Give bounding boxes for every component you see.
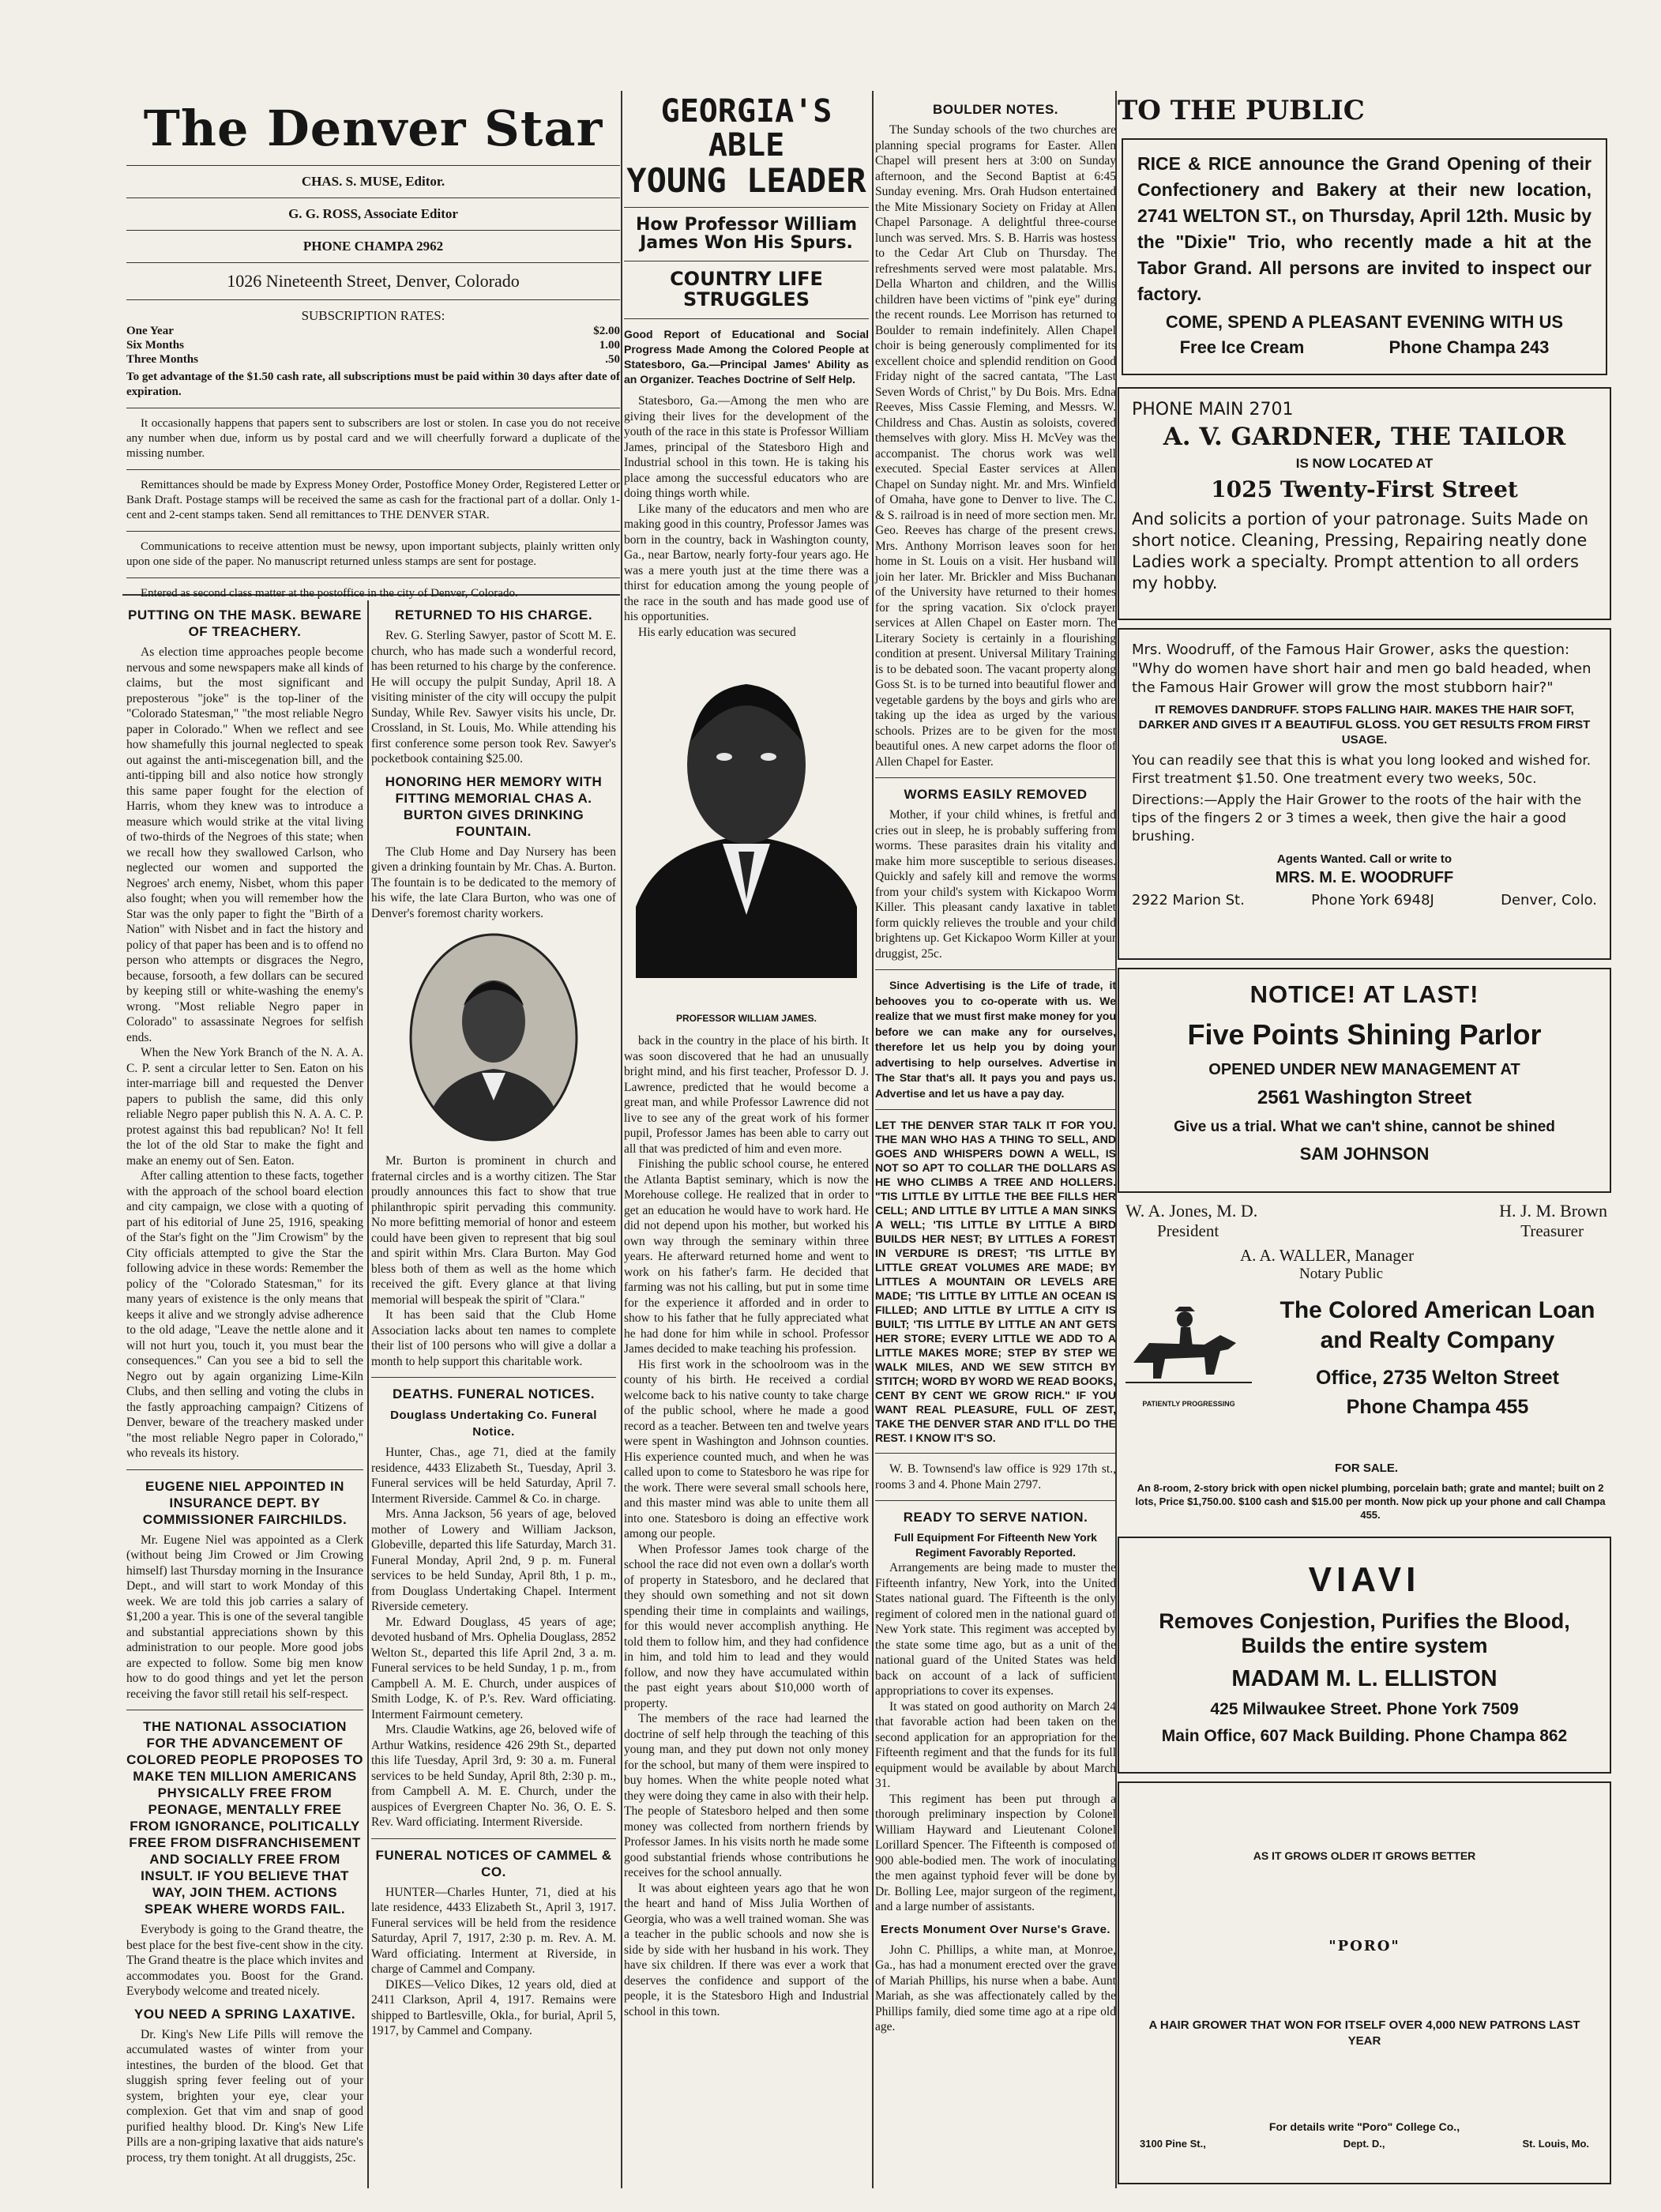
manager-name: A. A. WALLER, Manager bbox=[1240, 1246, 1415, 1265]
article-body: HUNTER—Charles Hunter, 71, died at his late residence, 4433 Elizabeth St., April 3, 1917. Funeral services will be held from the residence Saturday, April 7, 1917, 2:30 p. m. Rev. A. M. Ward officiating. Interment at Riverside, in charge of Cammel and Company. bbox=[371, 1885, 616, 1976]
article-deck: Full Equipment For Fifteenth New York Regiment Favorably Reported. bbox=[894, 1531, 1097, 1559]
officer-title: President bbox=[1157, 1221, 1219, 1240]
article-heading: PUTTING ON THE MASK. BEWARE OF TREACHERY. bbox=[128, 608, 362, 639]
ad-address: 2922 Marion St. bbox=[1132, 892, 1245, 908]
company-phone: Phone Champa 455 bbox=[1346, 1396, 1529, 1418]
ad-ice-cream: Free Ice Cream bbox=[1179, 337, 1305, 357]
ad-box bbox=[1122, 138, 1607, 375]
ad-heading: TO THE PUBLIC bbox=[1118, 95, 1365, 126]
ad-phone: Phone Champa 243 bbox=[1389, 337, 1550, 357]
article-body: His early education was secured bbox=[638, 625, 796, 639]
ad-name: MADAM M. L. ELLISTON bbox=[1231, 1666, 1498, 1691]
notice-communications: Communications to receive attention must be newsy, upon important subjects, plainly written only upon one side of the paper. No manuscript returned unless stamps are sent for postage. bbox=[126, 540, 620, 568]
ad-body: Mrs. Woodruff, of the Famous Hair Grower, asks the question: "Why do women have short hair and men go bald headed, when the Famous Hair Grower will grow the most stubborn hair?" bbox=[1132, 641, 1591, 696]
article-body: Mr. Burton is prominent in church and fraternal circles and is a worthy citizen. The Star proudly announces this fact to show that true philanthropic spirit pervading this community. No more befitting memorial of honor and esteem could have been given to represent that big soul and spirit within Mrs. Clara Burton. May God bless both of them as well as the home which received the gift. Every glance at that living memorial will bespeak the spirit of "Clara." bbox=[371, 1154, 616, 1307]
article-heading: READY TO SERVE NATION. bbox=[903, 1510, 1088, 1525]
article-body: DIKES—Velico Dikes, 12 years old, died at 2411 Clarkson, April 4, 1917. Remains were shipped to Bartlesville, Okla., for burial, April 5, 1917, by Cammel and Company. bbox=[371, 1977, 616, 2037]
officer-name: H. J. M. Brown bbox=[1499, 1201, 1607, 1221]
article-heading: DEATHS. FUNERAL NOTICES. bbox=[393, 1386, 595, 1401]
masthead-block bbox=[126, 95, 620, 600]
ad-tagline: AS IT GROWS OLDER IT GROWS BETTER bbox=[1253, 1849, 1476, 1862]
article-heading: BOULDER NOTES. bbox=[932, 102, 1059, 117]
ad-body: Directions:—Apply the Hair Grower to the roots of the hair with the tips of the fingers 2 or 3 times a week, then give the hair a good brushing. bbox=[1132, 792, 1582, 845]
notice-lost-papers: It occasionally happens that papers sent to subscribers are lost or stolen. In case you do not receive any number when due, inform us by postal card and we will cheerfully forward a duplicate of the missing number. bbox=[126, 417, 620, 460]
poro-address: 3100 Pine St., bbox=[1140, 2138, 1206, 2150]
company-name: and Realty Company bbox=[1320, 1327, 1555, 1353]
article-body: back in the country in the place of his birth. It was soon discovered that he had an unusually bright mind, and his first teacher, Professor D. J. Lawrence, predicted that he would become a great man, and while Professor Lawrence did not live to see any of the great work of his former pupil, Professor James has been able to carry out all that was predicted of him and even more. bbox=[624, 1034, 869, 1156]
ad-title: VIAVI bbox=[1308, 1560, 1421, 1599]
company-office: Office, 2735 Welton Street bbox=[1316, 1367, 1559, 1389]
ad-caps: IT REMOVES DANDRUFF. STOPS FALLING HAIR. MAKES THE HAIR SOFT, DARKER AND GIVES IT A BEAUTIFUL GLOSS. YOU GET RESULTS FROM FIRST USAGE. bbox=[1138, 703, 1591, 747]
ad-address: 2561 Washington Street bbox=[1257, 1087, 1472, 1108]
subscription-row: One Year $2.00 bbox=[126, 325, 620, 337]
naacp-notice: THE NATIONAL ASSOCIATION FOR THE ADVANCEMENT OF COLORED PEOPLE PROPOSES TO MAKE TEN MILLION AMERICANS PHYSICALLY FREE FROM PEONAGE, MENTALLY FREE FROM IGNORANCE, POLITICALLY FREE FROM DISFRANCHISEMENT AND SOCIALLY FREE FROM INSULT. IF YOU BELIEVE THAT WAY, JOIN THEM. ACTIONS SPEAK WHERE WORDS FAIL. bbox=[126, 1719, 363, 1917]
subscription-heading: SUBSCRIPTION RATES: bbox=[301, 308, 445, 323]
ad-phone: PHONE MAIN 2701 bbox=[1132, 400, 1294, 419]
article-body: John C. Phillips, a white man, at Monroe, Ga., has had a monument erected over the grave of Mariah Phillips, his nurse when a babe. Aunt Mariah, as she was affectionately called by the Phillips family, died some time ago at a ripe old age. bbox=[875, 1943, 1116, 2033]
for-sale-body: An 8-room, 2-story brick with open nickel plumbing, porcelain bath; grate and mantel; built on 2 lots, Price $1,750.00. $100 cash and $15.00 per month. Now pick up your phone and call Champa 455. bbox=[1135, 1482, 1606, 1521]
article-deck: Good Report of Educational and Social Progress Made Among the Colored People at Statesboro, Ga.—Principal James' Ability as an Organizer. Teaches Doctrine of Self Help. bbox=[624, 328, 869, 386]
article-body: It was stated on good authority on March 24 that favorable action had been taken on the second application for an appropriation for the Fifteenth regiment and that the funds for its full equipment would be available by about March 31. bbox=[875, 1699, 1116, 1790]
subheadline: COUNTRY LIFE STRUGGLES bbox=[670, 268, 823, 311]
article-body: His first work in the schoolroom was in the county of his birth. He received a cordial welcome back to his native county to take charge of the public school, where he made a good record as a teacher. Between ten and twelve years were spent in Washington and Johnson counties. His experience counted much, and when he was called upon to come to Statesboro he was ripe for the work. There were several small schools here, and this master mind was able to unite them all into one. Statesboro is doing an effective work among our people. bbox=[624, 1357, 869, 1541]
officer-name: W. A. Jones, M. D. bbox=[1125, 1201, 1258, 1221]
ad-tagline: Give us a trial. What we can't shine, cannot be shined bbox=[1174, 1119, 1555, 1135]
article-body: Like many of the educators and men who are making good in this country, Professor James was born in the country, back in Washington county, Ga., near Bartow, nearly forty-four years ago. He was a mere youth just at the time there was a thirst for education among the young people of the race in the south and has made good use of his opportunities. bbox=[624, 502, 869, 624]
ad-city: Denver, Colo. bbox=[1501, 892, 1597, 908]
article-body: W. B. Townsend's law office is 929 17th st., rooms 3 and 4. Phone Main 2797. bbox=[875, 1462, 1116, 1492]
column-1a bbox=[126, 600, 363, 2180]
masthead-title: The Denver Star bbox=[143, 100, 603, 157]
notice-second-class: Entered as second class matter at the postoffice in the city of Denver, Colorado. bbox=[141, 587, 518, 600]
ad-tagline: COME, SPEND A PLEASANT EVENING WITH US bbox=[1165, 312, 1564, 332]
portrait-william-james-image bbox=[628, 646, 865, 1010]
subscription-row: Six Months 1.00 bbox=[126, 339, 620, 352]
article-body: When Professor James took charge of the school the race did not even own a dollar's worth of property in Statesboro, and he declared that they should own something and not sit down spending their time in complaints and wailings, for this would never accomplish anything. He told them to follow him, and they had confidence in him, and told him to lead and they would follow, and now they have accumulated within the past eight years about $10,000 worth of property. bbox=[624, 1542, 869, 1710]
article-body: Rev. G. Sterling Sawyer, pastor of Scott M. E. church, who has made such a wonderful record, has been returned to his charge by the conference. He will occupy the pulpit Sunday, April 18. A visiting minister of the city will occupy the pulpit Sunday, While Rev. Sawyer visits his uncle, Dr. Crossland, in St. Louis, Mo. While attending his first conference some person took Rev. Sawyer's pocketbook containing $25.00. bbox=[371, 629, 617, 766]
ad-body: RICE & RICE announce the Grand Opening of their Confectionery and Bakery at their new location, 2741 WELTON ST., on Thursday, April 12th. Music by the "Dixie" Trio, who recently made a hit at the Tabor Grand. All persons are invited to inspect our factory. bbox=[1137, 153, 1591, 304]
article-body: It has been said that the Club Home Association lacks about ten names to complete their list of 100 persons who will give a dollar a month to help support this charitable work. bbox=[371, 1308, 616, 1368]
article-body: Mr. Eugene Niel was appointed as a Clerk (without being Jim Crowed or Jim Crowing himself) last Thursday morning in the Insurance Dept., and will start to work Monday of this week. We are told this job carries a salary of $1,200 a year. This is one of the several tangible and substantial appreciations shown by this administration to our people. More good jobs are expected to follow. Some big men know how to do good things and yet let the person receiving the favor still retail his self-respect. bbox=[126, 1533, 363, 1701]
ad-woodruff-hair-grower bbox=[1118, 628, 1611, 960]
ad-gardner-tailor bbox=[1118, 387, 1611, 620]
editor-line: CHAS. S. MUSE, Editor. bbox=[301, 174, 445, 189]
ad-poro bbox=[1118, 1781, 1611, 2184]
article-body: Mrs. Anna Jackson, 56 years of age, beloved mother of Lowery and William Jackson, Globeville, departed this life Saturday, March 31. Funeral Monday, April 2nd, 9 p. m. Funeral services to be held Sunday, April 8th, 1 p. m., from Douglass Undertaking Chapel. Interment Riverside cemetery. bbox=[371, 1507, 616, 1613]
ad-subheading: OPENED UNDER NEW MANAGEMENT AT bbox=[1208, 1061, 1520, 1078]
ad-phone: Phone York 6948J bbox=[1311, 892, 1434, 908]
for-sale-heading: FOR SALE. bbox=[1334, 1462, 1398, 1475]
poro-address: Dept. D., bbox=[1343, 2138, 1385, 2150]
ad-address: 1025 Twenty-First Street bbox=[1211, 476, 1518, 502]
article-heading: YOU NEED A SPRING LAXATIVE. bbox=[133, 2006, 356, 2022]
ad-tagline: Builds the entire system bbox=[1241, 1634, 1488, 1657]
headline-line: GEORGIA'S ABLE bbox=[660, 93, 832, 164]
article-body: Mother, if your child whines, is fretful and cries out in sleep, he is probably suffering from worms. These parasites drain his vitality and make him more susceptible to serious diseases. Quickly and safely kill and remove the worms from your child's system with Kickapoo Worm Killer. This pleasant candy laxative in tablet form quickly relieves the trouble and your child brightens up. Get Kickapoo Worm Killer at your druggist, 25c. bbox=[875, 808, 1116, 961]
poro-address: St. Louis, Mo. bbox=[1522, 2138, 1589, 2150]
ad-shining-parlor bbox=[1118, 968, 1611, 1193]
ad-heading: A. V. GARDNER, THE TAILOR bbox=[1163, 423, 1566, 451]
ad-heading: NOTICE! AT LAST! bbox=[1250, 980, 1479, 1008]
article-heading: WORMS EASILY REMOVED bbox=[904, 787, 1088, 802]
article-heading: Erects Monument Over Nurse's Grave. bbox=[880, 1922, 1111, 1936]
farmer-mule-logo-icon bbox=[1118, 1288, 1260, 1398]
column-2 bbox=[624, 95, 869, 2188]
denver-star-verse: LET THE DENVER STAR TALK IT FOR YOU. THE MAN WHO HAS A THING TO SELL, AND GOES AND WHISPERS DOWN A WELL, IS NOT SO APT TO COLLAR THE DOLLARS AS HE WHO CLIMBS A TREE AND HOLLERS. "TIS LITTLE BY LITTLE THE BEE FILLS HER CELL; AND LITTLE BY LITTLE A MAN SINKS A WELL; 'TIS LITTLE BY LITTLE A BIRD BUILDS HER NEST; BY LITTLES A FOREST IN VERDURE IS DREST; 'TIS LITTLE BY LITTLE GREAT VOLUMES ARE MADE; BY LITTLES A MOUNTAIN OR LEVELS ARE MADE; 'TIS LITTLE BY LITTLE AN OCEAN IS FILLED; AND LITTLE BY LITTLE A CITY IS BUILT; 'TIS LITTLE BY LITTLE AN ANT GETS HER STORE; EVERY LITTLE WE ADD TO A LITTLE MAKES MORE; STEP BY STEP WE WALK MILES, AND WE SEW STITCH BY STITCH; WORD BY WORD WE READ BOOKS, CENT BY CENT WE GROW RICH." IF YOU WANT REAL PLEASURE, FULL OF ZEST, TAKE THE DENVER STAR AND IT'LL DO THE REST. I KNOW IT'S SO. bbox=[875, 1119, 1116, 1444]
ad-viavi bbox=[1118, 1537, 1611, 1774]
ad-tagline: A HAIR GROWER THAT WON FOR ITSELF OVER 4,000 NEW PATRONS LAST YEAR bbox=[1148, 2018, 1580, 2048]
ad-name: MRS. M. E. WOODRUFF bbox=[1275, 869, 1454, 886]
ad-rice-and-rice bbox=[1118, 95, 1615, 383]
subscription-note: To get advantage of the $1.50 cash rate, all subscriptions must be paid within 30 days after date of expiration. bbox=[126, 371, 620, 398]
article-body: Dr. King's New Life Pills will remove the accumulated wastes of winter from your intestines, the burden of the blood. Get that sluggish spring fever feeling out of your system, brighten your eye, clear your complexion. Get that vim and snap of good purified healthy blood. Dr. King's New Life Pills are a non-griping laxative that aids nature's process, try them tonight. At all druggists, 25c. bbox=[126, 2027, 363, 2165]
article-body: After calling attention to these facts, together with the approach of the school board election and city campaign, we close with a quoting of part of his editorial of June 25, 1916, speaking of the Star's fight on the "Jim Crowism" by the City officials attempted to give the Star the following advice in these words: Remember the policy of the "Colorado Statesman," for its many years of existence is the only means that keeps it alive and we strongly advise adherence to the old adage, "Leave the nettle alone and it will not hurt you, touch it, you must bear the consequences." Can you see a bid to sell the Negro out by again organizing Lime-Kiln Clubs, and then selling and voting the clubs in the fastly approaching campaign? Citizens of Denver, beware of the treachery masked under "the most reliable Negro paper in Colorado," who reveals its history. bbox=[126, 1169, 363, 1460]
ad-address: Main Office, 607 Mack Building. Phone Champa 862 bbox=[1161, 1727, 1568, 1745]
ad-tagline: Removes Conjestion, Purifies the Blood, bbox=[1159, 1609, 1570, 1633]
article-body: Statesboro, Ga.—Among the men who are giving their lives for the development of the youth of the race in this state is Professor William James, principal of the Statesboro High and Industrial school in this town. He is taking his place among the successful educators who are doing things worth while. bbox=[624, 394, 869, 501]
article-body: Hunter, Chas., age 71, died at the family residence, 4433 Elizabeth St., Tuesday, April 3. Funeral services will be held Saturday, April 7. Interment Riverside. Cammel & Co. in charge. bbox=[371, 1446, 616, 1506]
notice-remittances: Remittances should be made by Express Money Order, Postoffice Money Order, Registered Letter or Bank Draft. Postage stamps will be received the same as cash for the fractional part of a dollar. Only 1-cent and 2-cent stamps taken. Send all remittances to THE DENVER STAR. bbox=[126, 479, 620, 521]
subheadline: How Professor William James Won His Spurs. bbox=[635, 214, 858, 254]
ad-address: 425 Milwaukee Street. Phone York 7509 bbox=[1210, 1700, 1519, 1718]
portrait-oval-image bbox=[407, 931, 581, 1144]
article-body: This regiment has been put through a thorough preliminary inspection by Colonel William Hayward and Lieutenant Colonel Lorillard Spencer. The Fifteenth is composed of 900 able-bodied men. The work of inoculating the men against typhoid fever will be done by Dr. Bolling Lee, major surgeon of the regiment, and a large number of assistants. bbox=[875, 1792, 1116, 1913]
ad-body: You can readily see that this is what you long looked and wished for. First treatment $1.50. One treatment every two weeks, 50c. bbox=[1132, 753, 1591, 787]
article-body: The Sunday schools of the two churches are planning special programs for Easter. Allen Chapel will present hers at 3:00 on Sunday afternoon, and the Second Baptist at 6:45 Sunday evening. Mrs. Orah Hudson entertained the Mite Missionary Society on Friday at Allen Chapel Parsonage. A delightful three-course lunch was served. Mrs. S. B. Harris was hostess to the Cedar Art Club on Thursday. The refreshments served were most palatable. Mrs. Della Wharton and children, and the Willis children have been victims of "pink eye" during the recent rounds. Lee Morrison has returned to Boulder to remain indefinitely. Allen Chapel choir is being generously complimented for its excellent choice and splendid rendition on Good Friday night of the sacred cantata, "The Last Seven Words of Christ," by Du Bois. Mrs. Edna Reeves, Miss Cassie Fleming, and Messrs. W. Childress and Chas. Austin as soloists, covered themselves with glory. Miss H. McVey was the accompanist. The chorus work was well executed. Special Easter services at Allen Chapel on Sunday night. Mr. and Mrs. Winfield of Omaha, have gone to Denver to live. The C. & S. railroad is in need of more section men. Mr. Geo. Reeves has charge of the present crews. Mrs. Anthony Morrison leaves soon for her home in St. Louis on a visit. Her husband will join her later. Mr. Brickler and Miss Buchanan of the University have returned to their homes for the spring vacation. Six o'clock prayer services at Allen Chapel on Easter morn. The Literary Society is certainly in a flourishing condition at present. Universal Military Training is to be debated soon. The vacant property along Goss St. is to be turned into beautiful flower and vegetable gardens by the boys and girls who are taking up the idea as urged by the various schools. Prizes are to be given for the most beautiful ones. A new carpet adorns the floor of Allen Chapel for Easter. bbox=[875, 123, 1116, 769]
assoc-editor-line: G. G. ROSS, Associate Editor bbox=[288, 206, 458, 221]
portrait-caption: PROFESSOR WILLIAM JAMES. bbox=[675, 1013, 817, 1025]
ad-details: For details write "Poro" College Co., bbox=[1268, 2120, 1460, 2133]
article-heading: HONORING HER MEMORY WITH FITTING MEMORIAL CHAS A. BURTON GIVES DRINKING FOUNTAIN. bbox=[385, 773, 603, 839]
ad-loan-realty bbox=[1118, 1201, 1615, 1533]
column-3 bbox=[875, 95, 1116, 2188]
address-line: 1026 Nineteenth Street, Denver, Colorado bbox=[227, 271, 520, 291]
poro-logo: "PORO" bbox=[1328, 1938, 1400, 1954]
article-body: Arrangements are being made to muster the Fifteenth infantry, New York, into the United States national guard. The Fifteenth is the only regiment of colored men in the national guard of New York state. This regiment was accepted by the state some time ago, but as a unit of the national guard of the United States was held back on account of a lack of sufficient appropriations to cover its expenses. bbox=[875, 1561, 1116, 1698]
article-body: As election time approaches people become nervous and some newspapers make all kinds of claims, but the most significant and preposterous "joke" is the top-liner of the "Colorado Statesman," "the most reliable Negro paper in Colorado." When we reflect and see how shamefully this journal neglected to speak out against the anti-miscegenation bill, and the anti-tipping bill and also notice how strongly this same paper fought for the election of Harris, whom they knew was to introduce a measure which would strike at the vital living of two-thirds of the Negroes of this state; when we recall how they swallowed Carlson, who neglected our women and supported the Negroes' arch enemy, Nisbet, whom this paper also fought; when you will remember how the Star was the only paper to fight the "Birth of a Nation" with Nisbet and in fact the history and policy of that paper has been and is to offend no person who attempts or disgraces the Negro, because, forsooth, a few dollars can be secured by keeping still or white-washing the enemy's wrong. "Most reliable Negro paper in Colorado" to assassinate Negroes for selfish ends. bbox=[126, 645, 363, 1044]
advertising-notice: Since Advertising is the Life of trade, it behooves you to co-operate with us. We realize that we must first make money for you before we can make any for ourselves, therefore let us help you by doing your advertising to help ourselves. Advertise in The Star that's all. It pays you and pays us. Advertise and let us have a pay day. bbox=[875, 979, 1116, 1100]
company-name: The Colored American Loan bbox=[1280, 1297, 1595, 1323]
notary-line: Notary Public bbox=[1299, 1266, 1384, 1282]
ad-body: And solicits a portion of your patronage. Suits Made on short notice. Cleaning, Pressing, Repairing neatly done Ladies work a specialty. Prompt attention to all orders my hobby. bbox=[1132, 510, 1589, 592]
subscription-row: Three Months .50 bbox=[126, 353, 620, 366]
ad-title: Five Points Shining Parlor bbox=[1187, 1018, 1542, 1051]
column-rule bbox=[367, 600, 369, 2188]
phone-line: PHONE CHAMPA 2962 bbox=[303, 239, 444, 254]
article-heading: EUGENE NIEL APPOINTED IN INSURANCE DEPT. BY COMMISSIONER FAIRCHILDS. bbox=[142, 1478, 348, 1527]
article-subheading: Douglass Undertaking Co. Funeral Notice. bbox=[390, 1409, 597, 1439]
article-body: The members of the race had learned the doctrine of self help through the teaching of this young man, and they put down not only money for the school, but many of them were inspired to buy homes. When the white people noted what they were doing they came in also with their help. The people of Statesboro helped and then some money was collected from northern friends by Professor James. In his visits north he made some good substantial friends whose contributions he receives for the school annually. bbox=[624, 1712, 869, 1880]
article-heading: FUNERAL NOTICES OF CAMMEL & CO. bbox=[375, 1847, 612, 1879]
officer-title: Treasurer bbox=[1520, 1221, 1584, 1240]
article-body: Everybody is going to the Grand theatre, the best place for the best five-cent show in the city. The Grand theatre is the place which invites and accommodates you. Boost for the Grand. Everybody welcome and treated nicely. bbox=[126, 1923, 363, 1998]
logo-slogan: PATIENTLY PROGRESSING bbox=[1142, 1400, 1235, 1408]
article-body: It was about eighteen years ago that he won the heart and hand of Miss Julia Worthen of Georgia, who was a well trained woman. She was a teacher in the public schools and now she is side by side with her husband in his work. They have six children. If there was ever a work that deserves the confidence and support of the people, it is the Statesboro High and Industrial school in this town. bbox=[624, 1881, 869, 2018]
ad-agents: Agents Wanted. Call or write to bbox=[1276, 852, 1452, 866]
ad-subheading: IS NOW LOCATED AT bbox=[1295, 456, 1434, 471]
column-1b bbox=[371, 600, 616, 2180]
headline-line: YOUNG LEADER bbox=[626, 161, 866, 201]
column-4-ads bbox=[1118, 95, 1615, 2188]
article-heading: RETURNED TO HIS CHARGE. bbox=[394, 608, 593, 623]
article-body: Finishing the public school course, he entered the Atlanta Baptist seminary, which is now the Morehouse college. He realized that in order to get an education he would have to work hard. He did not depend upon his mother, but worked his own way through the seminary within three years. He afterward returned home and went to work on his father's farm. He decided that farming was not his calling, but put in some time for the experience it afforded and in order to show to his father that he fully appreciated what he had done for him while in school. Professor James decided to make teaching his profession. bbox=[624, 1157, 869, 1356]
ad-name: SAM JOHNSON bbox=[1299, 1144, 1430, 1164]
column-rule bbox=[872, 91, 874, 2188]
article-body: Mr. Edward Douglass, 45 years of age; devoted husband of Mrs. Ophelia Douglass, 2852 Welton St., departed this life April 2nd, 3 a. m. Funeral services to be held Sunday, 1 p. m., from Campbell A. M. E. Church, under auspices of Smith Lodge, K. of P.'s. Rev. Ward officiating. Interment Fairmount cemetery. bbox=[371, 1615, 616, 1721]
column-rule bbox=[621, 91, 622, 2188]
article-body: Mrs. Claudie Watkins, age 26, beloved wife of Arthur Watkins, residence 426 29th St., departed this life Tuesday, April 3rd, 9: 30 a. m. Funeral services to be held Sunday, April 8th, 2:30 p. m., from Campbell A. M. E. Church, under the auspices of Evergreen Chapter No. 36, O. E. S. Rev. Ward officiating. Interment Riverside. bbox=[371, 1723, 616, 1829]
article-body: When the New York Branch of the N. A. A. C. P. sent a circular letter to Sen. Eaton on his inter-marriage bill and requested the Denver papers to publish the same, did this only reliable Negro paper publish this N. A. A. C. P. protest against this bad republican? No! It fell the lot of the old Star to make the fight and make an enemy out of Sen. Eaton. bbox=[126, 1046, 363, 1168]
article-body: The Club Home and Day Nursery has been given a drinking fountain by Mr. Chas. A. Burton. The fountain is to be dedicated to the memory of his wife, the late Clara Burton, who was one of Denver's foremost charity workers. bbox=[371, 845, 616, 920]
